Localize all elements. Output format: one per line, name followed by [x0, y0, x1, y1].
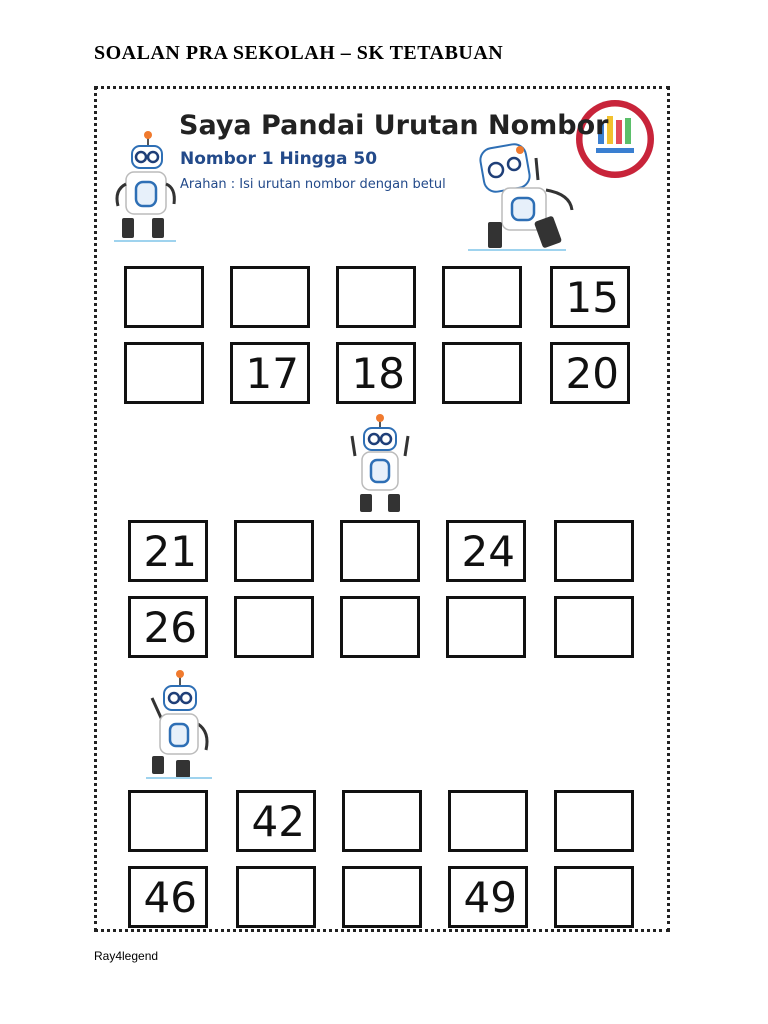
number-box[interactable] — [124, 266, 204, 328]
number-box[interactable] — [234, 596, 314, 658]
worksheet-title: Saya Pandai Urutan Nombor — [179, 110, 609, 141]
number-box[interactable] — [124, 342, 204, 404]
worksheet-instruction: Arahan : Isi urutan nombor dengan betul — [180, 177, 446, 192]
number-box[interactable]: 26 — [128, 596, 208, 658]
number-box[interactable] — [336, 266, 416, 328]
robot-icon — [466, 140, 578, 254]
footer-credit: Ray4legend — [94, 949, 159, 963]
number-box[interactable] — [340, 596, 420, 658]
number-box[interactable]: 18 — [336, 342, 416, 404]
number-box[interactable] — [342, 866, 422, 928]
number-box[interactable] — [442, 266, 522, 328]
number-box[interactable]: 17 — [230, 342, 310, 404]
number-box[interactable] — [236, 866, 316, 928]
number-box[interactable] — [448, 790, 528, 852]
number-box[interactable] — [234, 520, 314, 582]
page-header-title: SOALAN PRA SEKOLAH – SK TETABUAN — [94, 42, 504, 64]
robot-icon — [350, 412, 410, 516]
number-box[interactable] — [554, 790, 634, 852]
number-box[interactable]: 24 — [446, 520, 526, 582]
number-box[interactable] — [446, 596, 526, 658]
number-box[interactable] — [342, 790, 422, 852]
robot-icon — [112, 128, 178, 244]
number-box[interactable]: 20 — [550, 342, 630, 404]
number-box[interactable] — [554, 866, 634, 928]
number-box[interactable] — [128, 790, 208, 852]
number-box[interactable] — [554, 596, 634, 658]
worksheet-subtitle: Nombor 1 Hingga 50 — [180, 149, 378, 169]
robot-icon — [144, 668, 214, 782]
number-box[interactable]: 46 — [128, 866, 208, 928]
number-box[interactable] — [442, 342, 522, 404]
number-box[interactable] — [230, 266, 310, 328]
number-box[interactable]: 15 — [550, 266, 630, 328]
number-box[interactable]: 21 — [128, 520, 208, 582]
number-box[interactable] — [554, 520, 634, 582]
number-box[interactable] — [340, 520, 420, 582]
number-box[interactable]: 49 — [448, 866, 528, 928]
number-box[interactable]: 42 — [236, 790, 316, 852]
